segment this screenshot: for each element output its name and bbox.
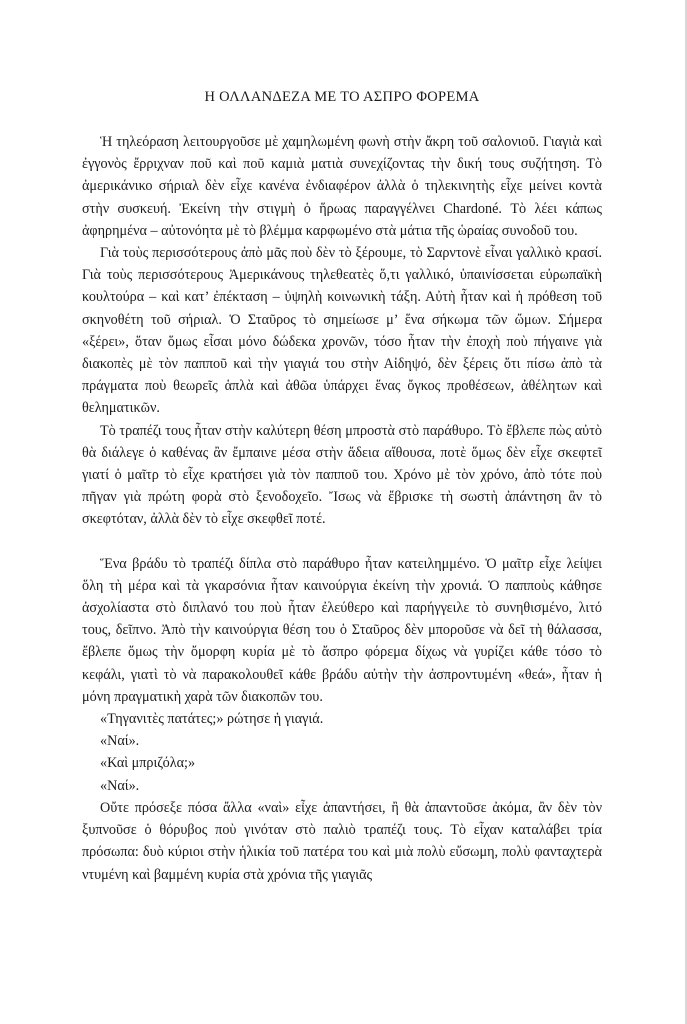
body-text — [82, 131, 602, 886]
chapter-title: Η ΟΛΛΑΝΔΕΖΑ ΜΕ ΤΟ ΑΣΠΡΟ ΦΟΡΕΜΑ — [204, 89, 480, 105]
paragraph: Ἡ τηλεόραση λειτουργοῦσε μὲ χαμηλωμένη φωνὴ στὴν ἄκρη τοῦ σαλονιοῦ. Γιαγιὰ καὶ ἐγγονὸς ἔρριχναν ποῦ καὶ ποῦ καμιὰ ματιὰ συνεχίζοντας τὴν δική τους συζήτηση. Τὸ ἀμερικάνικο σήριαλ δὲν εἶχε κανένα ἐνδιαφέρον ἀλλὰ ὁ τηλεκινητὴς εἶχε μείνει κοντὰ στὴν συσκευή. Ἐκείνη τὴν στιγμὴ ὁ ἥρωας παραγγέλνει Chardoné. Τὸ λέει κάπως ἀφηρημένα – αὐτονόητα μὲ τὸ βλέμμα καρφωμένο στὰ μάτια τῆς ὡραίας συνοδοῦ του. — [82, 134, 602, 239]
paragraph: Οὔτε πρόσεξε πόσα ἄλλα «ναὶ» εἶχε ἀπαντήσει, ἢ θὰ ἀπαντοῦσε ἀκόμα, ἂν δὲν τὸν ξυπνοῦσε ὁ θόρυβος ποὺ γινόταν στὸ παλιὸ τραπέζι τους. Τὸ εἶχαν καταλάβει τρία πρόσωπα: δυὸ κύριοι στὴν ἡλικία τοῦ πατέρα του καὶ μιὰ πολὺ εὔσωμη, πολὺ φανταχτερὰ ντυμένη καὶ βαμμένη κυρία στὰ χρόνια τῆς γιαγιᾶς — [82, 799, 602, 883]
dialogue-line: «Ναί». — [100, 777, 140, 794]
paragraph: Τὸ τραπέζι τους ἦταν στὴν καλύτερη θέση μπροστὰ στὸ παράθυρο. Τὸ ἔβλεπε πὼς αὐτὸ θὰ διάλεγε ὁ καθένας ἂν ἔμπαινε μέσα στὴν ἄδεια αἴθουσα, ποτὲ ὅμως δὲν εἶχε σκεφτεῖ γιατί ὁ μαῖτρ τὸ εἶχε κρατήσει γιὰ τὸν παπποῦ του. Χρόνο μὲ τὸν χρόνο, ἀπὸ τότε ποὺ πῆγαν γιὰ πρώτη φορὰ στὸ ξενοδοχεῖο. Ἴσως νὰ ἔβρισκε τὴ σωστὴ ἀπάντηση ἂν τὸ σκεφτόταν, ἀλλὰ δὲν τὸ εἶχε σκεφθεῖ ποτέ. — [82, 422, 602, 528]
paragraph: Γιὰ τοὺς περισσότερους ἀπὸ μᾶς ποὺ δὲν τὸ ξέρουμε, τὸ Σαρντονὲ εἶναι γαλλικὸ κρασί. Γιὰ τοὺς περισσότερους Ἀμερικάνους τηλεθεατὲς ὅ,τι γαλλικό, ὑπαινίσσεται εὐρωπαϊκὴ κουλτούρα – καὶ κατ’ ἐπέκταση – ὑψηλὴ κοινωνικὴ τάξη. Αὐτὴ ἦταν καὶ ἡ πρόθεση τοῦ σκηνοθέτη τοῦ σήριαλ. Ὁ Σταῦρος τὸ σημείωσε μ’ ἕνα σήκωμα τῶν ὤμων. Σήμερα «ξέρει», ὅταν ὅμως εἶσαι μόνο δώδεκα χρονῶν, τόσο ἦταν τὴν ἐποχὴ ποὺ πήγαινε γιὰ διακοπὲς μὲ τὸν παπποῦ καὶ τὴν γιαγιά του στὴν Αἰδηψό, δὲν ξέρεις ὅτι πίσω ἀπὸ τὰ πράγματα ποὺ θεωρεῖς ἁπλὰ καὶ ἀθῶα ὑπάρχει ἕνας ὄγκος προθέσεων, ἀθέλητων καὶ θεληματικῶν. — [82, 245, 602, 417]
dialogue-line: «Καὶ μπριζόλα;» — [100, 755, 196, 772]
paragraph: Ἕνα βράδυ τὸ τραπέζι δίπλα στὸ παράθυρο ἦταν κατειλημμένο. Ὁ μαῖτρ εἶχε λείψει ὅλη τὴ μέρα καὶ τὰ γκαρσόνια ἦταν καινούργια ἐκείνη τὴν χρονιά. Ὁ παπποὺς κάθησε ἀσχολίαστα στὸ διπλανό του ποὺ ἦταν ἐλεύθερο καὶ παρήγγειλε τὸ συνηθισμένο, λιτό τους, δεῖπνο. Ἀπὸ τὴν καινούργια θέση του ὁ Σταῦρος δὲν μποροῦσε νὰ δεῖ τὴ θάλασσα, ἔβλεπε ὅμως τὴν ὄμορφη κυρία μὲ τὸ ἄσπρο φόρεμα δίχως νὰ γυρίζει κάθε τόσο τὸ κεφάλι, γιατὶ τὸ νὰ παρακολουθεῖ κάθε βράδυ αὐτὴν τὴν ἀσπροντυμένη «θεά», ἦταν ἡ μόνη πραγματικὴ χαρὰ τῶν διακοπῶν του. — [82, 555, 602, 705]
dialogue-line: «Τηγανιτὲς πατάτες;» ρώτησε ἡ γιαγιά. — [100, 711, 324, 728]
dialogue-line: «Ναί». — [100, 733, 140, 750]
